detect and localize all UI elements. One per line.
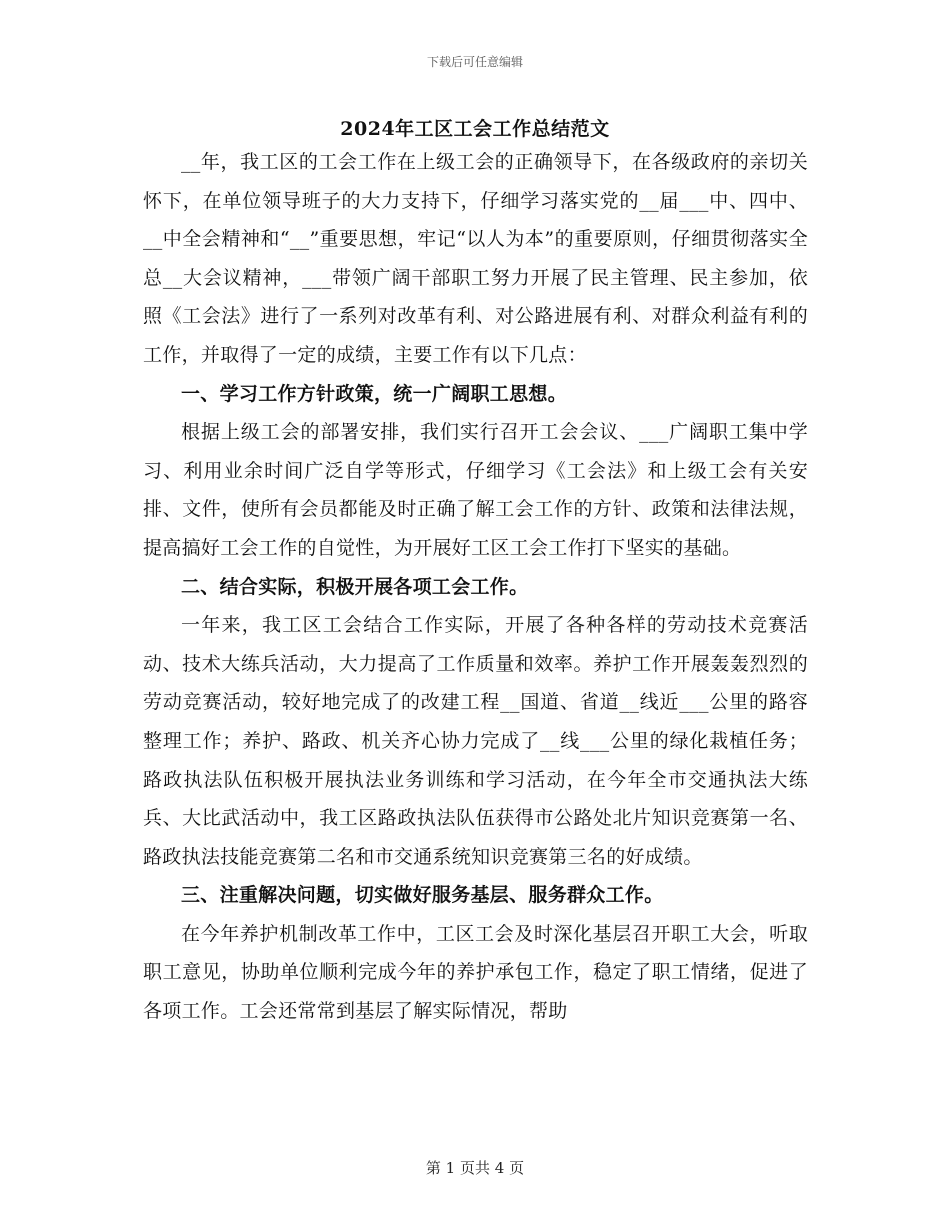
paragraph-section-2: 一年来，我工区工会结合工作实际，开展了各种各样的劳动技术竞赛活动、技术大练兵活动，大力提高了工作质量和效率。养护工作开展轰轰烈烈的劳动竞赛活动，较好地完成了的改建工程__国道、省道__线近___公里的路容整理工作；养护、路政、机关齐心协力完成了__线___公里的绿化栽植任务；路政执法队伍积极开展执法业务训练和学习活动，在今年全市交通执法大练兵、大比武活动中，我工区路政执法队伍获得市公路处北片知识竞赛第一名、路政执法技能竞赛第二名和市交通系统知识竞赛第三名的好成绩。 xyxy=(143,614,808,868)
paragraph-intro: __年，我工区的工会工作在上级工会的正确领导下，在各级政府的亲切关怀下，在单位领导班子的大力支持下，仔细学习落实党的__届___中、四中、__中全会精神和“__”重要思想，牢记“以人为本”的重要原则，仔细贯彻落实全总__大会议精神，___带领广阔干部职工努力开展了民主管理、民主参加，依照《工会法》进行了一系列对改革有利、对公路进展有利、对群众利益有利的工作，并取得了一定的成绩，主要工作有以下几点： xyxy=(143,151,808,366)
page-header-note: 下载后可任意编辑 xyxy=(426,55,523,69)
section-heading-1: 一、学习工作方针政策，统一广阔职工思想。 xyxy=(181,382,568,405)
document-body xyxy=(143,143,808,1031)
section-heading-3: 三、注重解决问题，切实做好服务基层、服务群众工作。 xyxy=(181,884,664,907)
page-number-footer: 第 1 页共 4 页 xyxy=(425,1159,525,1177)
section-heading-2: 二、结合实际，积极开展各项工会工作。 xyxy=(181,575,529,598)
document-title: 2024年工区工会工作总结范文 xyxy=(340,118,610,140)
paragraph-section-1: 根据上级工会的部署安排，我们实行召开工会会议、___广阔职工集中学习、利用业余时间广泛自学等形式，仔细学习《工会法》和上级工会有关安排、文件，使所有会员都能及时正确了解工会工作的方针、政策和法律法规，提高搞好工会工作的自觉性，为开展好工区工会工作打下坚实的基础。 xyxy=(143,421,808,559)
paragraph-section-3: 在今年养护机制改革工作中，工区工会及时深化基层召开职工大会，听取职工意见，协助单位顺利完成今年的养护承包工作，稳定了职工情绪，促进了各项工作。工会还常常到基层了解实际情况，帮助 xyxy=(143,922,808,1023)
